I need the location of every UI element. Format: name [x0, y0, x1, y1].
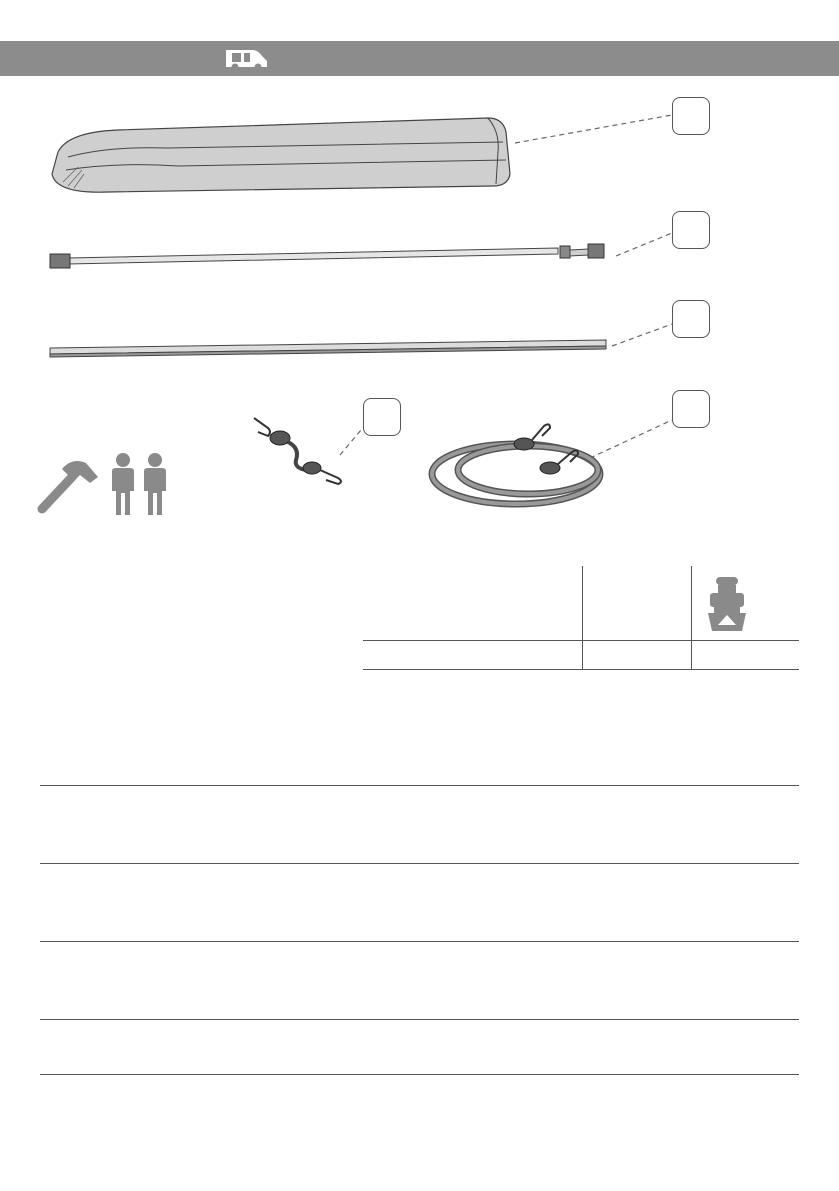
callout-box-3 [672, 300, 710, 338]
callout-box-1 [672, 97, 710, 135]
callout-box-2 [672, 211, 710, 249]
callout-box-4 [363, 398, 401, 436]
telescopic-pole-illustration [48, 240, 613, 274]
table-column-divider-2 [691, 566, 692, 669]
fastener-clip-icon [704, 577, 750, 633]
section-rule-4 [40, 1019, 799, 1020]
section-rule-1 [40, 785, 799, 786]
table-bottom-rule [363, 669, 799, 670]
long-bungee-illustration [428, 422, 608, 514]
keder-rail-illustration [48, 336, 610, 362]
hammer-icon [36, 455, 100, 515]
table-header-rule [363, 640, 799, 641]
short-bungee-illustration [244, 412, 349, 487]
section-rule-3 [40, 941, 799, 942]
section-rule-5 [40, 1074, 799, 1075]
table-column-divider-1 [582, 566, 583, 669]
section-rule-2 [40, 863, 799, 864]
callout-box-5 [672, 390, 710, 428]
two-persons-icon [106, 451, 172, 517]
